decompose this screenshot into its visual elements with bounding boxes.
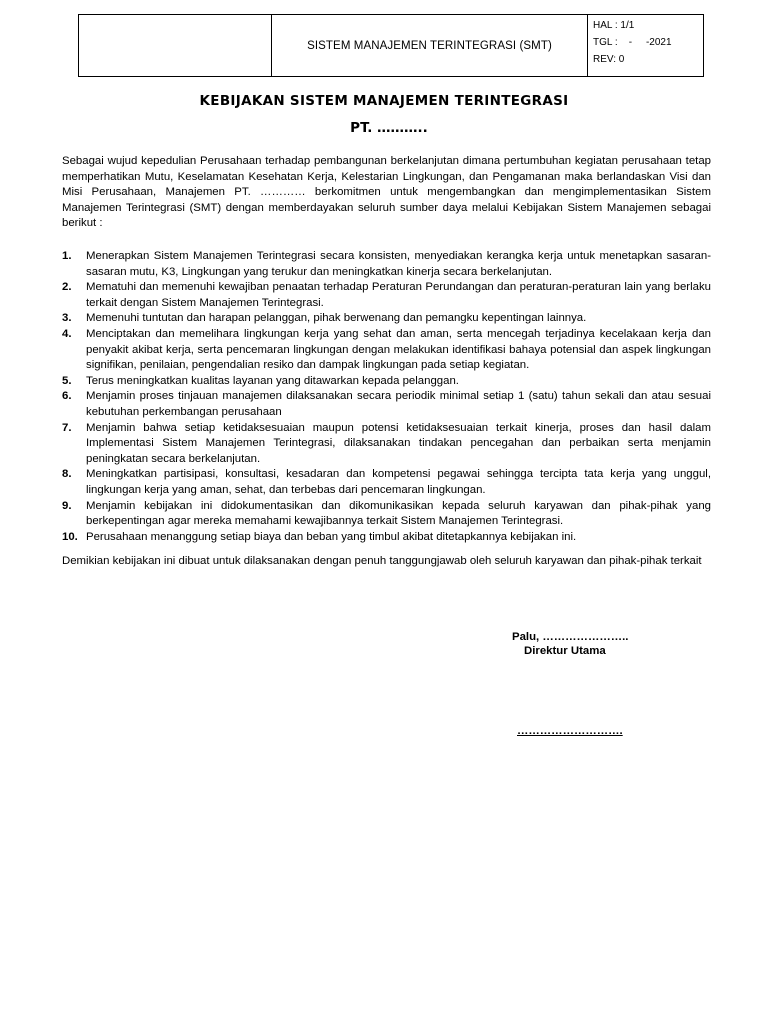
- policy-item: [62, 421, 711, 468]
- policy-item: [62, 327, 711, 374]
- system-title: SISTEM MANAJEMEN TERINTEGRASI (SMT): [272, 15, 588, 77]
- document-header-table: [78, 14, 704, 77]
- policy-text: Menjamin kebijakan ini didokumentasikan dan dikomunikasikan kepada seluruh karyawan dan pihak-pihak yang berkepentingan agar mereka memahami kewajibannya terkait Sistem Manajemen Terintegrasi.: [86, 499, 711, 528]
- closing-paragraph: Demikian kebijakan ini dibuat untuk dilaksanakan dengan penuh tanggungjawab oleh seluruh karyawan dan pihak-pihak terkait: [62, 555, 702, 567]
- policy-item: [62, 499, 711, 530]
- policy-number: 2.: [62, 281, 72, 294]
- signature-place-date: Palu, …………………..: [512, 631, 629, 643]
- policy-number: 6.: [62, 390, 72, 403]
- revision-number: REV: 0: [593, 54, 625, 65]
- policy-item: [62, 389, 711, 420]
- policy-number: 7.: [62, 421, 72, 434]
- signatory-title: Direktur Utama: [524, 645, 606, 657]
- signatory-name: ……………………….: [517, 725, 623, 737]
- policy-item: [62, 530, 711, 546]
- policy-item: [62, 311, 711, 327]
- policy-item: [62, 374, 711, 390]
- policy-number: 8.: [62, 468, 72, 481]
- policy-text: Menjamin bahwa setiap ketidaksesuaian maupun potensi ketidaksesuaian terkait kinerja, proses dan hasil dalam Implementasi Sistem Manajemen Terintegrasi, dilaksanakan tindakan pencegahan dan perbaikan serta menjamin peningkatan secara berkelanjutan.: [86, 421, 711, 465]
- policy-number: 10.: [62, 530, 78, 543]
- policy-text: Meningkatkan partisipasi, konsultasi, kesadaran dan kompetensi pegawai sehingga tercipta tata kerja yang unggul, lingkungan kerja yang aman, sehat, dan terbebas dari pencemaran lingkungan.: [86, 468, 711, 496]
- document-meta-cell: [588, 15, 704, 77]
- policy-text: Mematuhi dan memenuhi kewajiban penaatan terhadap Peraturan Perundangan dan peraturan-peraturan lain yang berlaku terkait dengan Sistem Manajemen Terintegrasi.: [86, 281, 711, 309]
- policy-item: [62, 249, 711, 280]
- policy-number: 4.: [62, 327, 72, 340]
- policy-text: Menjamin proses tinjauan manajemen dilaksanakan secara periodik minimal setiap 1 (satu) tahun sekali dan atau sesuai kebutuhan perkembangan perusahaan: [86, 390, 711, 418]
- policy-text: Menciptakan dan memelihara lingkungan kerja yang sehat dan aman, serta mencegah terjadinya kecelakaan kerja dan penyakit akibat kerja, serta pencemaran lingkungan dengan melakukan identifikasi bahaya potensial dan aspek lingkungan signifikan, penilaian, pengendalian resiko dan dampak lingkungan pada setiap kegiatan.: [86, 327, 711, 372]
- policy-number: 5.: [62, 374, 72, 387]
- policy-text: Perusahaan menanggung setiap biaya dan beban yang timbul akibat ditetapkannya kebijakan ini.: [86, 530, 577, 543]
- policy-number: 9.: [62, 499, 72, 512]
- company-name: PT. ………..: [350, 120, 428, 136]
- policy-number: 3.: [62, 312, 72, 325]
- policy-item: [62, 467, 711, 498]
- intro-paragraph: Sebagai wujud kepedulian Perusahaan terhadap pembangunan berkelanjutan dimana pertumbuhan kegiatan perusahaan tetap memperhatikan Mutu, Keselamatan Kesehatan Kerja, Kelestarian Lingkungan, dan Pengamanan maka berlandaskan Visi dan Misi Perusahaan, Manajemen PT. ………… berkomitmen untuk mengembangkan dan mengimplementasikan Sistem Manajemen Terintegrasi (SMT) dengan memberdayakan seluruh sumber daya melalui Kebijakan Sistem Manajemen sebagai berikut :: [62, 155, 711, 230]
- policy-list: [62, 249, 711, 545]
- policy-number: 1.: [62, 250, 72, 262]
- document-title: KEBIJAKAN SISTEM MANAJEMEN TERINTEGRASI: [199, 93, 569, 109]
- policy-item: [62, 280, 711, 311]
- document-date: TGL : - -2021: [593, 37, 672, 48]
- policy-text: Menerapkan Sistem Manajemen Terintegrasi secara konsisten, menyediakan kerangka kerja untuk menetapkan sasaran-sasaran mutu, K3, Lingkungan yang terukur dan meningkatkan kinerja secara berkelanjutan.: [86, 250, 711, 278]
- logo-cell: [79, 15, 272, 77]
- policy-text: Terus meningkatkan kualitas layanan yang ditawarkan kepada pelanggan.: [86, 374, 459, 387]
- page-number: HAL : 1/1: [593, 20, 635, 31]
- policy-text: Memenuhi tuntutan dan harapan pelanggan, pihak berwenang dan pemangku kepentingan lainnya.: [86, 312, 587, 325]
